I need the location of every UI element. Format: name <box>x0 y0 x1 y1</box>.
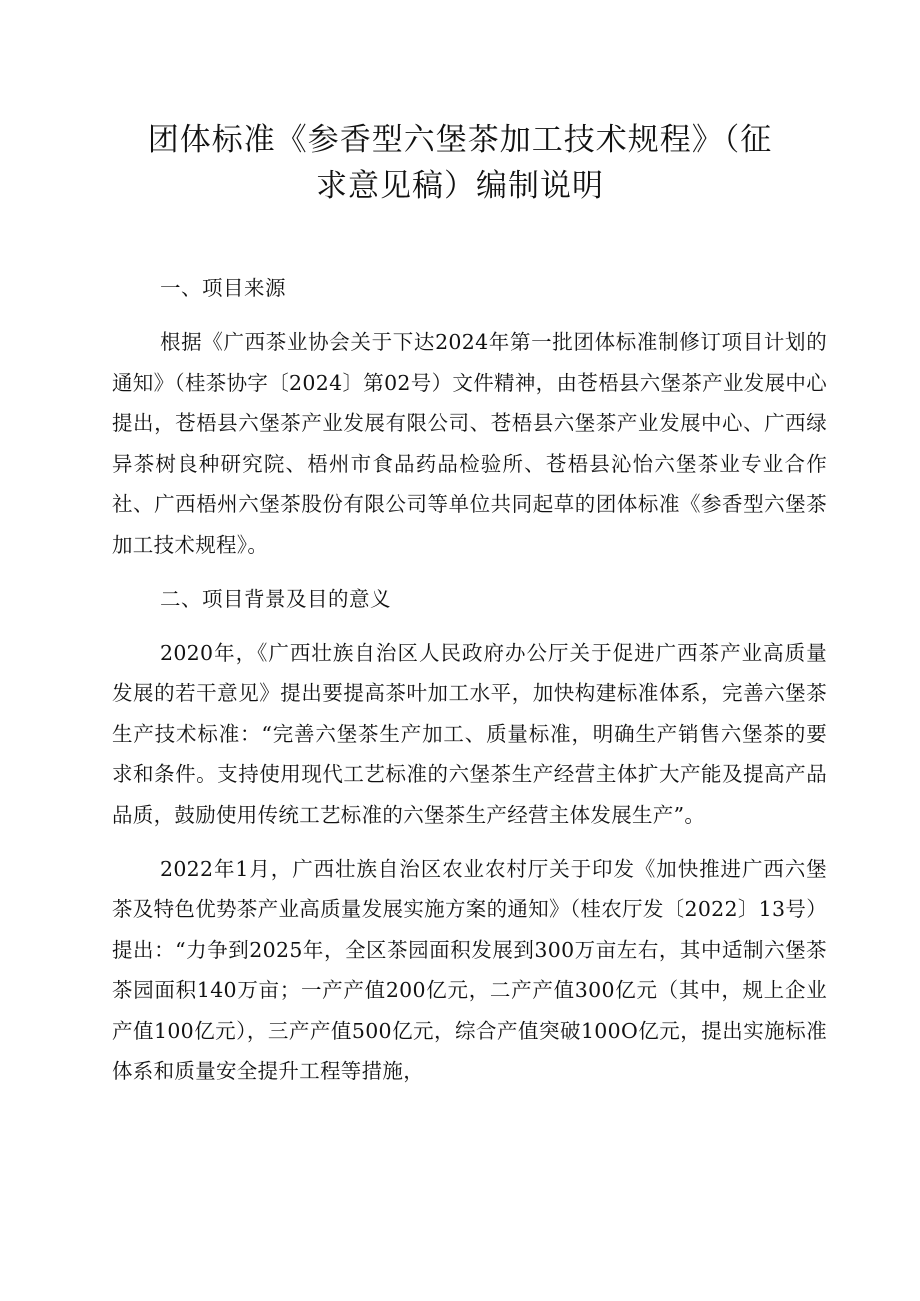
section-heading-background-purpose: 二、项目背景及目的意义 <box>160 586 391 611</box>
document-title-line-1: 团体标准《参香型六堡茶加工技术规程》（征 <box>147 122 773 158</box>
paragraph-background-2020: 2020年，《广西壮族自治区人民政府办公厅关于促进广西茶产业高质量发展的若干意见》提出要提高茶叶加工水平，加快构建标准体系，完善六堡茶生产技术标准：“完善六堡茶生产加工、质量标准，明确生产销售六堡茶的要求和条件。支持使用现代工艺标准的六堡茶生产经营主体扩大产能及提高产品品质，鼓励使用传统工艺标准的六堡茶生产经营主体发展生产”。 <box>112 640 827 827</box>
document-title-line-2: 求意见稿）编制说明 <box>316 168 604 204</box>
document-body <box>112 268 827 1105</box>
paragraph-background-2022: 2022年1月，广西壮族自治区农业农村厅关于印发《加快推进广西六堡茶及特色优势茶产业高质量发展实施方案的通知》（桂农厅发〔2022〕13号）提出：“力争到2025年，全区茶园面积发展到300万亩左右，其中适制六堡茶茶园面积140万亩；一产产值200亿元，二产产值300亿元（其中，规上企业产值100亿元），三产产值500亿元，综合产值突破100O亿元，提出实施标准体系和质量安全提升工程等措施， <box>112 856 827 1083</box>
paragraph-project-source: 根据《广西茶业协会关于下达2024年第一批团体标准制修订项目计划的通知》（桂茶协字〔2024〕第02号）文件精神，由苍梧县六堡茶产业发展中心提出，苍梧县六堡茶产业发展有限公司、苍梧县六堡茶产业发展中心、广西绿异茶树良种研究院、梧州市食品药品检验所、苍梧县沁怡六堡茶业专业合作社、广西梧州六堡茶股份有限公司等单位共同起草的团体标准《参香型六堡茶加工技术规程》。 <box>112 330 827 557</box>
section-heading-project-source: 一、项目来源 <box>160 276 286 300</box>
